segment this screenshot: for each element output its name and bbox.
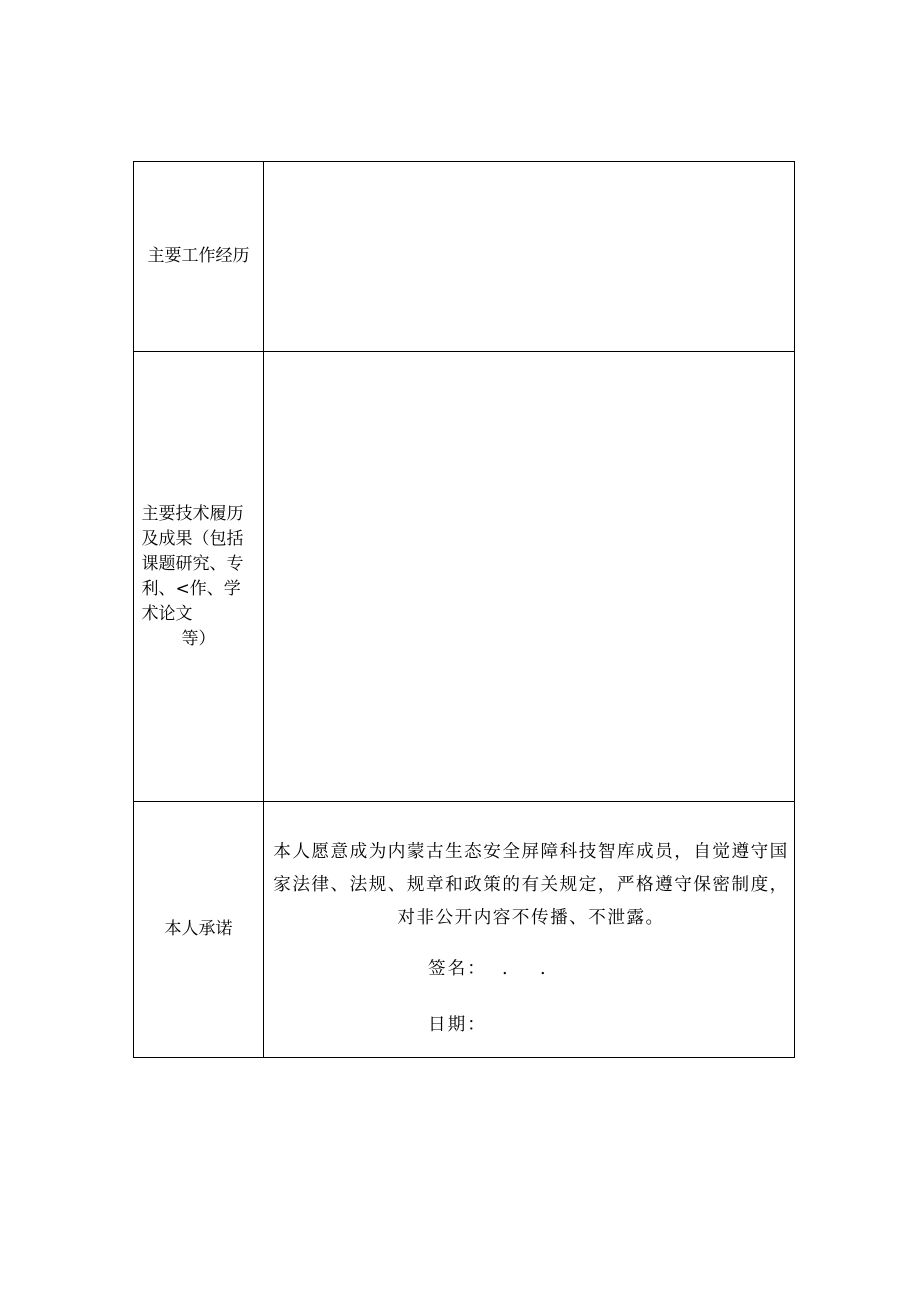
achievements-label-line: 课题研究、专 [141,553,244,574]
achievements-label-text [142,502,256,652]
date-label: 日期： [428,1015,487,1035]
achievements-label-line: 利、<作、学 [141,578,241,599]
date-line[interactable] [264,1013,794,1037]
pledge-statement: 本人愿意成为内蒙古生态安全屏障科技智库成员，自觉遵守国家法律、法规、规章和政策的有关规定，严格遵守保密制度，对非公开内容不传播、不泄露。 [273,842,789,928]
pledge-content [264,802,795,1058]
application-form-table [133,161,795,1058]
signature-line[interactable] [264,957,794,981]
achievements-label-line: 及成果（包括 [141,528,244,549]
signature-label: 签名： [428,959,487,979]
achievements-label-line: 等） [181,628,216,649]
signature-value: . . [486,959,548,979]
work-experience-field[interactable] [264,162,795,352]
work-experience-row [134,162,795,352]
pledge-label-text: 本人承诺 [164,919,233,939]
achievements-row [134,352,795,802]
achievements-label [134,352,264,802]
pledge-label [134,802,264,1058]
achievements-label-line: 术论文 [141,603,193,624]
pledge-row [134,802,795,1058]
achievements-label-line: 主要技术履历 [141,503,244,524]
achievements-field[interactable] [264,352,795,802]
work-experience-label [134,162,264,352]
work-experience-label-text: 主要工作经历 [147,246,250,266]
